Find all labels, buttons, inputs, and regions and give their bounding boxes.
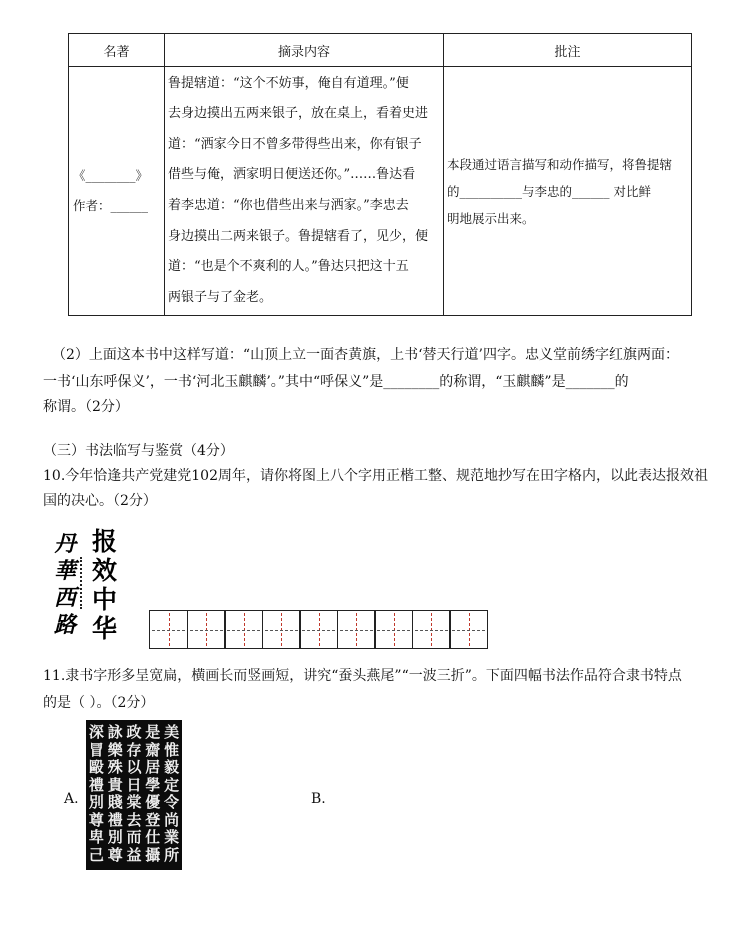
rubbing-char: 益: [126, 845, 142, 864]
rubbing-char: 所: [164, 845, 180, 864]
q2-line-3: 称谓。（2分）: [43, 399, 129, 415]
rubbing-char: 禮: [88, 775, 104, 794]
excerpt-line: 道：“洒家今日不曾多带得些出来，你有银子: [168, 136, 422, 152]
rubbing-char: 存: [126, 740, 142, 759]
rubbing-char: 尚: [164, 810, 180, 829]
rubbing-char: 貴: [107, 775, 123, 794]
header-note: 批注: [444, 34, 692, 67]
excerpt-cell: [165, 67, 444, 316]
rubbing-char: 冒: [88, 740, 104, 759]
rubbing-char: 殊: [107, 758, 123, 776]
excerpt-line: 去身边摸出五两来银子，放在桌上，看着史进: [168, 106, 429, 122]
calligraphy-char: 效: [92, 556, 118, 585]
header-book: 名著: [69, 34, 165, 67]
calligraphy-column-left: [54, 531, 76, 639]
rubbing-char: 美: [164, 723, 180, 741]
rubbing-char: 賤: [107, 793, 123, 811]
note-line: 本段通过语言描写和动作描写，将鲁提辖: [447, 156, 673, 172]
rubbing-char: 優: [145, 793, 161, 811]
rubbing-char: 仕: [145, 828, 161, 846]
calligraphy-char: 华: [92, 614, 118, 643]
header-excerpt: 摘录内容: [165, 34, 444, 67]
rubbing-column: [163, 724, 180, 866]
signature-stroke: [80, 557, 85, 609]
reading-table: [68, 33, 692, 316]
rubbing-char: 定: [164, 775, 180, 794]
q11-line-2: 的是（ ）。（2分）: [43, 695, 155, 711]
rubbing-char: 詠: [107, 723, 123, 741]
author-blank: 作者：______: [73, 198, 149, 213]
book-title-blank: 《________》: [73, 168, 149, 183]
tian-cell[interactable]: [149, 610, 188, 649]
rubbing-char: 棠: [126, 793, 142, 811]
q10-line-2: 国的决心。（2分）: [43, 493, 157, 509]
rubbing-column: [88, 724, 105, 866]
tian-cell[interactable]: [449, 610, 488, 649]
book-cell: [69, 67, 165, 316]
rubbing-char: 毆: [88, 758, 104, 776]
rubbing-char: 深: [88, 723, 104, 741]
tian-cell[interactable]: [412, 610, 451, 649]
tian-cell[interactable]: [299, 610, 338, 649]
rubbing-char: 去: [126, 810, 142, 829]
table-row: [69, 67, 692, 316]
tian-cell[interactable]: [224, 610, 263, 649]
rubbing-char: 以: [126, 758, 142, 776]
rubbing-char: 別: [107, 828, 123, 846]
calligraphy-char: 路: [54, 612, 77, 638]
tian-cell[interactable]: [262, 610, 301, 649]
rubbing-char: 攝: [145, 845, 161, 864]
calligraphy-char: 中: [92, 585, 118, 614]
rubbing-char: 惟: [164, 740, 180, 759]
calligraphy-column-right: [92, 527, 117, 643]
rubbing-char: 尊: [107, 845, 123, 864]
excerpt-line: 道：“也是个不爽利的人。”鲁达只把这十五: [168, 259, 409, 275]
excerpt-line: 身边摸出二两来银子。鲁提辖看了，见少，便: [168, 228, 429, 244]
rubbing-column: [107, 724, 124, 866]
rubbing-column: [144, 724, 161, 866]
q2-line-2: 一书‘山东呼保义’，一书‘河北玉麒麟’。”其中“呼保义”是________的称谓，“玉麒麟”是_______的: [43, 374, 629, 390]
rubbing-char: 樂: [107, 740, 123, 759]
rubbing-char: 是: [145, 723, 161, 741]
calligraphy-char: 華: [54, 558, 77, 584]
rubbing-char: 禮: [107, 810, 123, 829]
table-header-row: [69, 34, 692, 67]
note-cell: [444, 67, 692, 316]
excerpt-line: 两银子与了金老。: [168, 289, 273, 305]
tian-cell[interactable]: [187, 610, 226, 649]
tian-cell[interactable]: [374, 610, 413, 649]
rubbing-char: 學: [145, 775, 161, 794]
rubbing-char: 別: [88, 793, 104, 811]
tian-grid: [149, 610, 487, 649]
note-line: 明地展示出来。: [447, 210, 535, 226]
rubbing-char: 令: [164, 793, 180, 811]
rubbing-char: 己: [88, 845, 104, 864]
tian-cell[interactable]: [337, 610, 376, 649]
option-b-label: B.: [311, 791, 326, 807]
clerical-script-rubbing: [86, 720, 182, 870]
calligraphy-char: 丹: [54, 531, 77, 557]
q10-line-1: 10.今年恰逢共产党建党102周年，请你将图上八个字用正楷工整、规范地抄写在田字格内，以此表达报效祖: [43, 468, 708, 484]
note-line: 的__________与李忠的______ 对比鲜: [447, 183, 651, 199]
rubbing-char: 而: [126, 828, 142, 846]
rubbing-char: 日: [126, 775, 142, 794]
rubbing-char: 居: [145, 758, 161, 776]
rubbing-char: 卑: [88, 828, 104, 846]
rubbing-char: 齋: [145, 740, 161, 759]
excerpt-line: 鲁提辖道：“这个不妨事，俺自有道理。”便: [168, 75, 409, 91]
option-a-label: A.: [64, 791, 79, 807]
q2-line-1: （2）上面这本书中这样写道：“山顶上立一面杏黄旗，上书‘替天行道’四字。忠义堂前绣字红旗两面：: [52, 347, 679, 363]
rubbing-char: 政: [126, 723, 142, 741]
rubbing-char: 業: [164, 828, 180, 846]
excerpt-line: 借些与俺，洒家明日便送还你。”……鲁达看: [168, 167, 416, 183]
rubbing-column: [126, 724, 143, 866]
q11-line-1: 11.隶书字形多呈宽扁，横画长而竖画短，讲究“蚕头燕尾”“一波三折”。下面四幅书法作品符合隶书特点: [43, 668, 682, 684]
rubbing-char: 登: [145, 810, 161, 829]
rubbing-char: 尊: [88, 810, 104, 829]
excerpt-line: 着李忠道：“你也借些出来与洒家。”李忠去: [168, 198, 409, 213]
calligraphy-image: [50, 527, 130, 645]
calligraphy-char: 报: [92, 527, 118, 556]
calligraphy-char: 西: [54, 585, 77, 611]
rubbing-char: 毅: [164, 758, 180, 776]
section-heading: （三）书法临写与鉴赏（4分）: [43, 443, 234, 459]
